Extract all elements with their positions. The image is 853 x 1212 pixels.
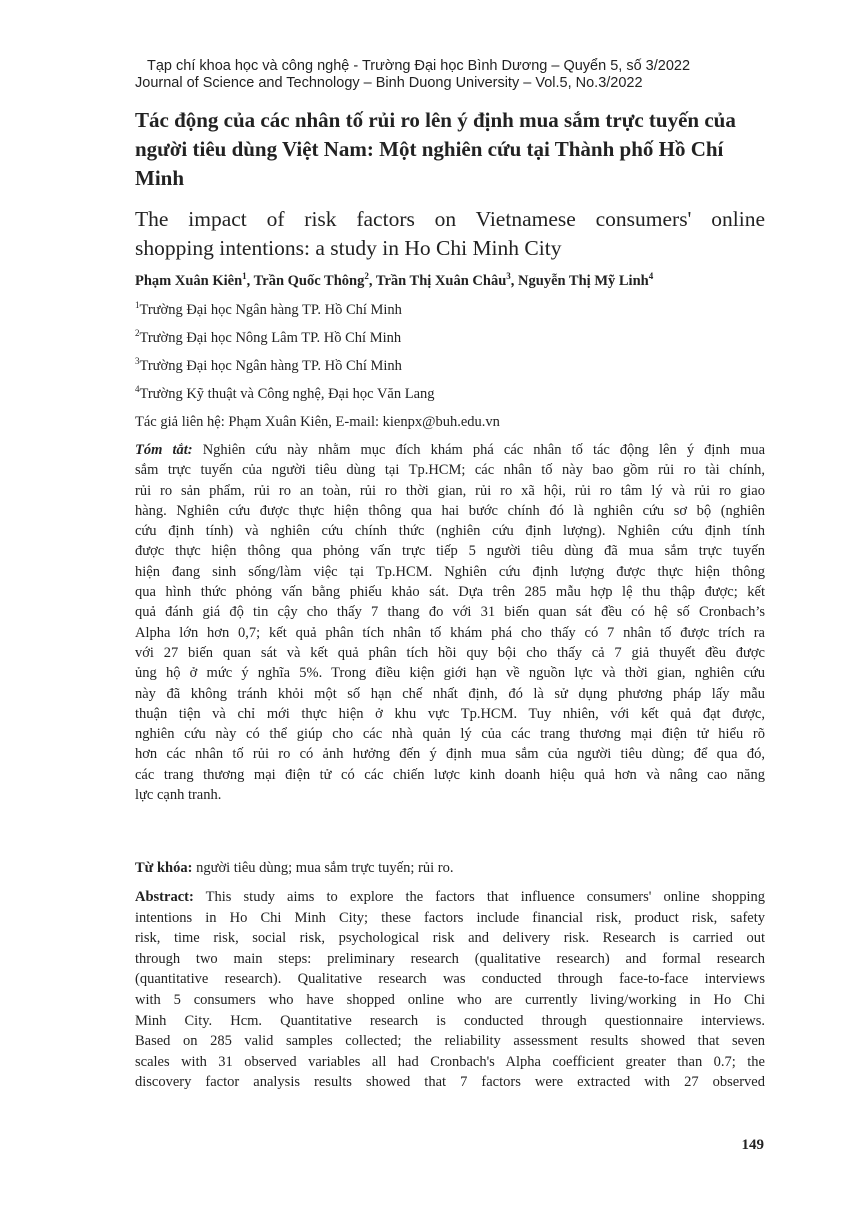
author-name: Trần Quốc Thông — [253, 273, 365, 289]
abstract-vi-label: Tóm tắt: — [135, 442, 193, 458]
abstract-line: (quantitative research). Qualitative research was conducted through face-to-face interviews — [135, 971, 765, 988]
page-number: 149 — [741, 1137, 764, 1153]
abstract-line: sắm trực tuyến của người tiêu dùng tại Tp.HCM; các nhân tố này bao gồm rủi ro tài chính, — [135, 462, 765, 479]
abstract-line: Based on 285 valid samples collected; the reliability assessment results showed that seven — [135, 1033, 765, 1050]
keywords-vietnamese — [135, 858, 765, 878]
affiliation-text: Trường Kỹ thuật và Công nghệ, Đại học Văn Lang — [139, 386, 435, 402]
author-affiliation-mark: 3 — [506, 271, 511, 281]
abstract-line: được thực hiện thông qua phỏng vấn trực tiếp 5 người tiêu dùng đã mua sắm trực tuyến — [135, 543, 765, 560]
author-list: Phạm Xuân Kiên$^1$, Trần Quốc Thông$^2$, Trần Thị Xuân Châu$^3$, Nguyễn Thị Mỹ Linh$^4$ — [135, 271, 654, 289]
abstract-line: lực cạnh tranh. — [135, 787, 222, 804]
abstract-line: ủng hộ ở mức ý nghĩa 5%. Trong điều kiện giới hạn về nguồn lực và thời gian, nghiên cứu — [135, 665, 765, 682]
abstract-english — [135, 887, 765, 1093]
journal-header-vi: Tạp chí khoa học và công nghệ - Trường Đại học Bình Dương – Quyển 5, số 3/2022 — [147, 58, 691, 74]
journal-header — [135, 58, 765, 92]
abstract-line: hiện đang sinh sống/làm việc tại Tp.HCM. Nghiên cứu định lượng được thực hiện thông — [135, 563, 765, 580]
author-affiliation-mark: 2 — [364, 271, 369, 281]
affiliation — [135, 299, 765, 327]
abstract-line: nghiên cứu này có thể giúp cho các nhà quản lý của các trang thương mại điện tử hiểu rõ — [135, 726, 765, 743]
affiliation-number: 1 — [135, 300, 140, 310]
abstract-line: các trang thương mại điện tử có các chiến lược kinh doanh hiệu quả hơn và nâng cao năng — [135, 766, 765, 783]
abstract-line: hơn các nhân tố rủi ro có ảnh hưởng đến ý định mua sắm của người tiêu dùng; để qua đó, — [135, 746, 765, 763]
paper-title-vietnamese: Tác động của các nhân tố rủi ro lên ý định mua sắm trực tuyến của người tiêu dùng Việt Nam: Một nghiên cứu tại Thành phố Hồ Chí Minh — [135, 108, 736, 190]
abstract-line: Tóm tắt: Nghiên cứu này nhằm mục đích khám phá các nhân tố tác động lên ý định mua — [135, 442, 765, 458]
abstract-line: thuận tiện và chỉ mới thực hiện ở khu vực Tp.HCM. Tuy nhiên, với kết quả đạt được, — [135, 705, 765, 722]
author-affiliation-mark: 1 — [242, 271, 247, 281]
abstract-line: cứu định tính) và nghiên cứu chính thức (nghiên cứu định lượng). Nghiên cứu định tính — [135, 523, 765, 540]
abstract-line: Alpha lớn hơn 0,7; kết quả phân tích nhân tố khám phá cho thấy có 7 nhân tố được trích ra — [135, 624, 765, 641]
paper-title-english-line: The impact of risk factors on Vietnamese consumers' online — [135, 207, 765, 231]
abstract-line: Minh City. Hcm. Quantitative research is conducted through questionnaire interviews. — [135, 1012, 765, 1029]
abstract-line: through two main steps: preliminary research (qualitative research) and formal research — [135, 950, 765, 967]
abstract-line: hàng. Nghiên cứu được thực hiện thông qua hai bước chính đó là nghiên cứu sơ bộ (nghiên — [135, 502, 765, 519]
affiliation — [135, 327, 765, 355]
paper-title-english-line: shopping intentions: a study in Ho Chi Minh City — [135, 236, 562, 260]
affiliation-text: Trường Đại học Nông Lâm TP. Hồ Chí Minh — [139, 330, 402, 346]
author-affiliation-mark: 4 — [648, 271, 654, 281]
abstract-line: Abstract: This study aims to explore the factors that influence consumers' online shopping — [135, 889, 765, 905]
keywords-label: Từ khóa: — [135, 860, 193, 876]
abstract-line: qua hình thức phỏng vấn bằng phiếu khảo sát. Dựa trên 285 mẫu hợp lệ thu thập được; kết — [135, 584, 765, 601]
affiliation-text: Trường Đại học Ngân hàng TP. Hồ Chí Minh — [139, 302, 402, 318]
keywords-text: người tiêu dùng; mua sắm trực tuyến; rủi ro. — [192, 860, 454, 876]
author-name: Nguyễn Thị Mỹ Linh — [518, 273, 649, 289]
paper-title-english — [135, 205, 765, 263]
abstract-line: rủi ro sản phẩm, rủi ro an toàn, rủi ro thời gian, rủi ro xã hội, rủi ro tâm lý và rủi ro giao — [135, 482, 765, 499]
author-name: Phạm Xuân Kiên — [135, 273, 243, 289]
abstract-line: scales with 31 observed variables all had Cronbach's Alpha coefficient greater than 0.7; the — [135, 1053, 765, 1070]
abstract-line: với 27 biến quan sát và kết quả phân tích hồi quy bội cho thấy cả 7 giả thuyết đều được — [135, 644, 765, 661]
abstract-line: with 5 consumers who have shopped online who are currently living/working in Ho Chi — [135, 991, 765, 1008]
affiliation — [135, 355, 765, 383]
affiliation — [135, 383, 765, 411]
corresponding-author: Tác giả liên hệ: Phạm Xuân Kiên, E-mail: kienpx@buh.edu.vn — [135, 414, 500, 430]
affiliation-list — [135, 299, 765, 433]
abstract-line: này đã không tránh khỏi một số hạn chế nhất định, đó là sử dụng phương pháp lấy mẫu — [135, 685, 765, 702]
abstract-en-label: Abstract: — [135, 889, 194, 905]
abstract-line: risk, time risk, social risk, psychological risk and delivery risk. Research is carried out — [135, 930, 765, 947]
abstract-line: quả đánh giá độ tin cậy cho thấy 7 thang đo với 31 biến quan sát đều có hệ số Cronbach’s — [135, 604, 765, 621]
author-name: Trần Thị Xuân Châu — [375, 273, 507, 289]
affiliation-text: Trường Đại học Ngân hàng TP. Hồ Chí Minh — [139, 358, 402, 374]
affiliation-number: 3 — [135, 356, 140, 366]
abstract-vietnamese — [135, 440, 765, 805]
journal-header-en: Journal of Science and Technology – Binh Duong University – Vol.5, No.3/2022 — [135, 75, 643, 91]
affiliation-number: 2 — [135, 328, 140, 338]
affiliation-number: 4 — [135, 384, 140, 394]
abstract-line: intentions in Ho Chi Minh City; these factors include financial risk, product risk, safety — [135, 909, 765, 926]
abstract-line: discovery factor analysis results showed that 7 factors were extracted with 27 observed — [135, 1074, 765, 1091]
